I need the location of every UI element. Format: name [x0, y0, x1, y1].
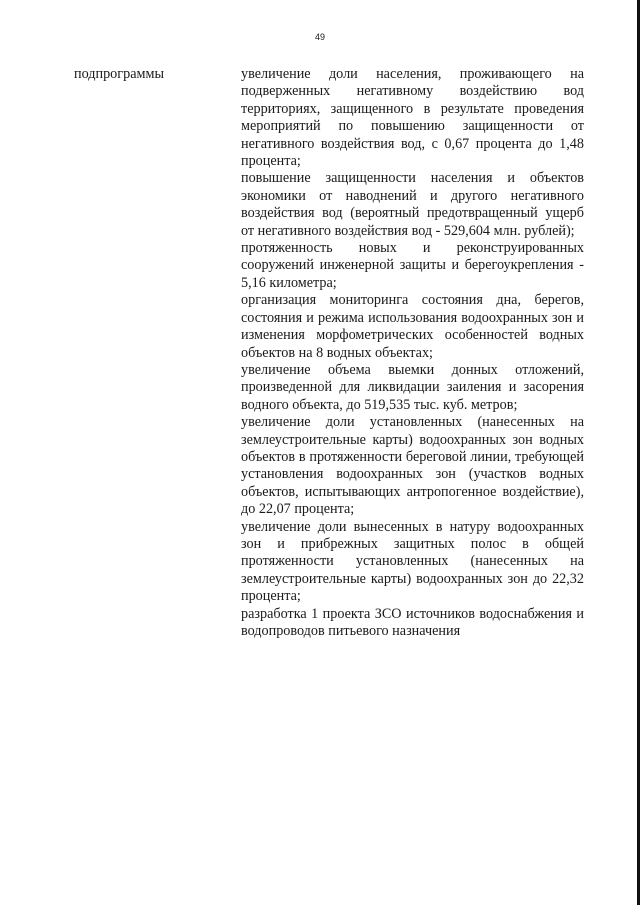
page-number: 49 [314, 32, 325, 42]
section-label: подпрограммы [74, 66, 164, 82]
list-item: увеличение доли вынесенных в натуру водоохранных зон и прибрежных защитных полос в общей протяженности установленных (нанесенных на землеустроительные карты) водоохранных зон до 22,32 процента; [241, 518, 584, 605]
indicators-list [241, 66, 584, 640]
list-item: организация мониторинга состояния дна, берегов, состояния и режима использования водоохранных зон и изменения морфометрических особенностей водных объектов на 8 водных объектах; [241, 292, 584, 361]
list-item: разработка 1 проекта ЗСО источников водоснабжения и водопроводов питьевого назначения [241, 605, 584, 639]
list-item: повышение защищенности населения и объектов экономики от наводнений и другого негативного воздействия вод (вероятный предотвращенный ущерб от негативного воздействия вод - 529,604 млн. рублей); [241, 170, 584, 239]
list-item: увеличение доли установленных (нанесенных на землеустроительные карты) водоохранных зон водных объектов в протяженности береговой линии, требующей установления водоохранных зон (участков водных объектов, испытывающих антропогенное воздействие), до 22,07 процента; [241, 414, 584, 518]
list-item: увеличение доли населения, проживающего на подверженных негативному воздействию вод территориях, защищенного в результате проведения мероприятий по повышению защищенности от негативного воздействия вод, с 0,67 процента до 1,48 процента; [241, 66, 584, 170]
list-item: протяженность новых и реконструированных сооружений инженерной защиты и берегоукрепления - 5,16 километра; [241, 240, 584, 291]
list-item: увеличение объема выемки донных отложений, произведенной для ликвидации заиления и засорения водного объекта, до 519,535 тыс. куб. метров; [241, 361, 584, 413]
